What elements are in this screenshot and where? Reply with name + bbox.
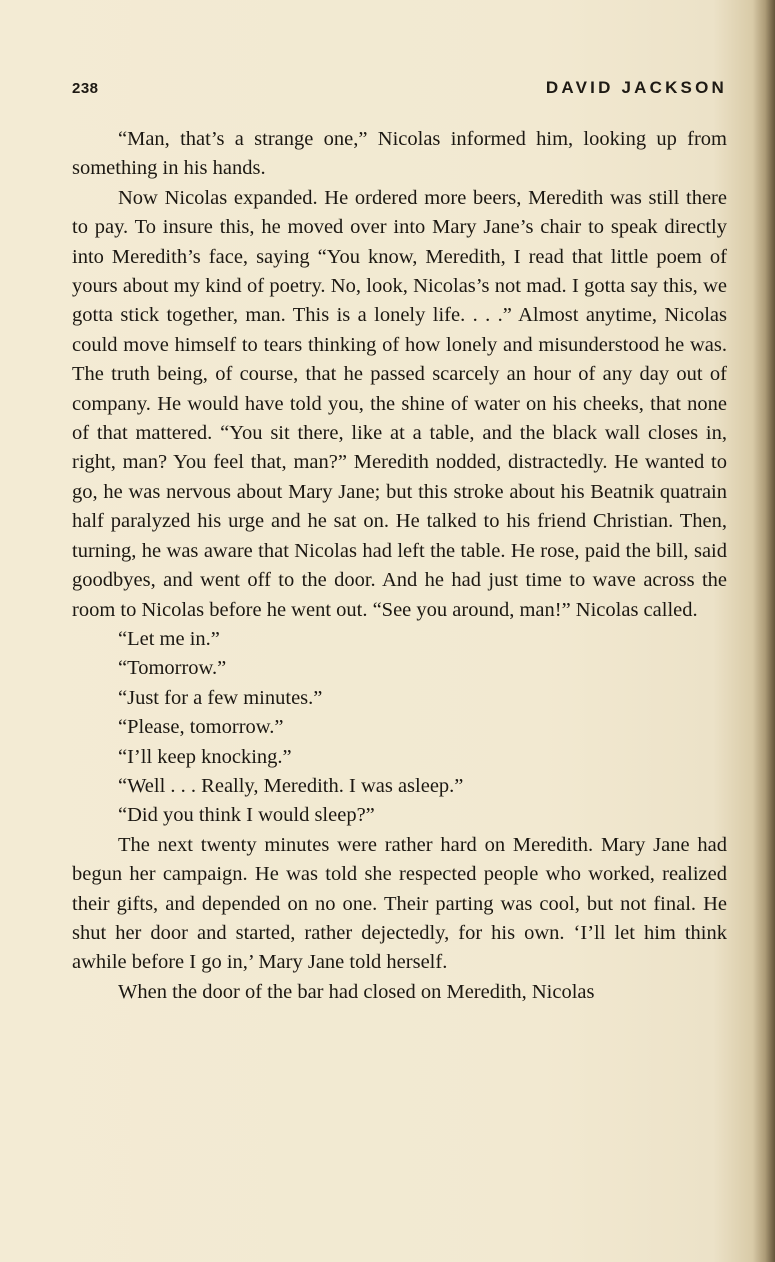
page-spine-shadow	[753, 0, 775, 1262]
dialogue-line: “Tomorrow.”	[118, 657, 227, 680]
paragraph: “Man, that’s a strange one,” Nicolas informed him, looking up from something in his hands.	[72, 128, 727, 180]
dialogue-line: “Please, tomorrow.”	[118, 716, 284, 739]
running-head-author: DAVID JACKSON	[545, 78, 727, 97]
page-header	[72, 76, 727, 100]
dialogue-line: “Just for a few minutes.”	[118, 686, 323, 709]
dialogue-line: “Let me in.”	[118, 627, 220, 650]
paragraph: When the door of the bar had closed on Meredith, Nicolas	[118, 980, 595, 1003]
dialogue-line: “I’ll keep knocking.”	[118, 745, 292, 768]
dialogue-line: “Well . . . Really, Meredith. I was asleep.”	[118, 774, 464, 797]
body-text	[72, 125, 727, 1007]
paragraph: The next twenty minutes were rather hard on Meredith. Mary Jane had begun her campaign. He was told she respected people who worked, realized their gifts, and depended on no one. Their parting was cool, but not final. He shut her door and started, rather dejectedly, for his own. ‘I’ll let him think awhile before I go in,’ Mary Jane told herself.	[72, 833, 727, 974]
dialogue-line: “Did you think I would sleep?”	[118, 804, 375, 827]
paragraph: Now Nicolas expanded. He ordered more beers, Meredith was still there to pay. To insure this, he moved over into Mary Jane’s chair to speak directly into Meredith’s face, saying “You know, Meredith, I read that little poem of yours about my kind of poetry. No, look, Nicolas’s not mad. I gotta say this, we gotta stick together, man. This is a lonely life. . . .” Almost anytime, Nicolas could move himself to tears thinking of how lonely and misunderstood he was. The truth being, of course, that he passed scarcely an hour of any day out of company. He would have told you, the shine of water on his cheeks, that none of that mattered. “You sit there, like at a table, and the black wall closes in, right, man? You feel that, man?” Meredith nodded, distractedly. He wanted to go, he was nervous about Mary Jane; but this stroke about his Beatnik quatrain half paralyzed his urge and he sat on. He talked to his friend Christian. Then, turning, he was aware that Nicolas had left the table. He rose, paid the bill, said goodbyes, and went off to the door. And he had just time to wave across the room to Nicolas before he went out. “See you around, man!” Nicolas called.	[72, 186, 727, 621]
page-number: 238	[72, 80, 99, 97]
